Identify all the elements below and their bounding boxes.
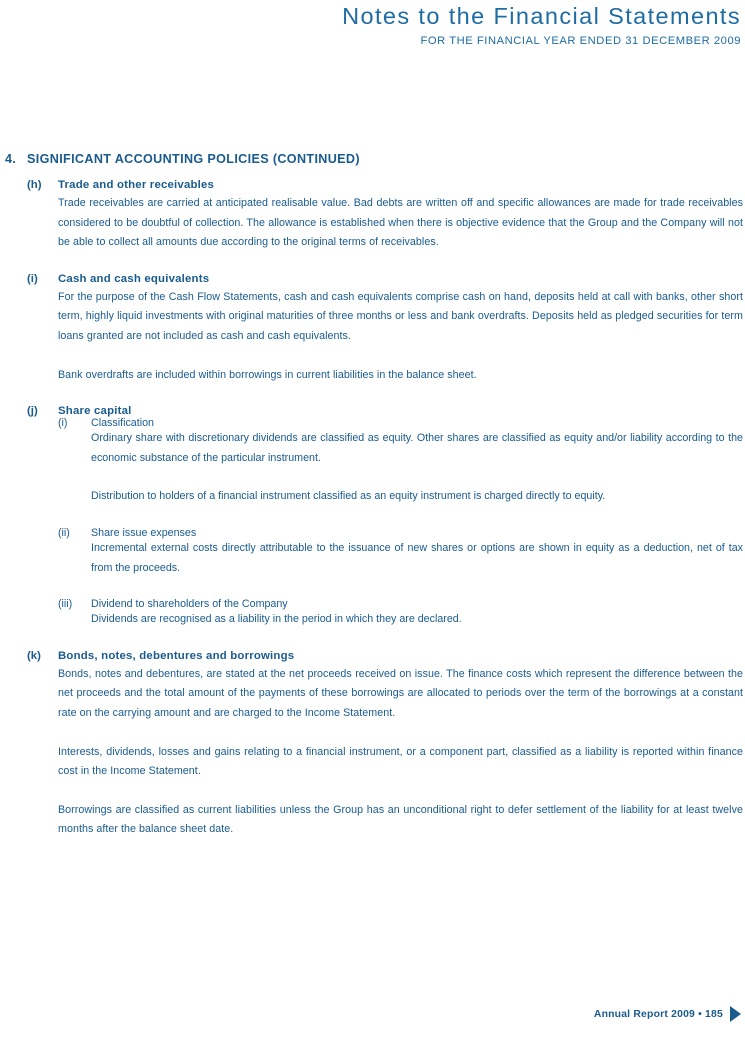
page-header [0,0,745,47]
block-i-paragraph-1: For the purpose of the Cash Flow Statements, cash and cash equivalents comprise cash on hand, deposits held at call with banks, other short term, highly liquid investments with original maturities of three months or less and bank overdrafts. Deposits held as pledged securities for term loans granted are not included as cash and cash equivalents. [58,290,743,342]
block-k-marker: (k) [27,649,41,662]
spacer [0,385,745,405]
block-h [0,179,745,253]
block-h-title: Trade and other receivables [58,179,215,191]
block-j [0,405,745,630]
block-i-marker: (i) [27,272,38,285]
block-h-paragraph-1: Trade receivables are carried at anticipated realisable value. Bad debts are written off and specific allowances are made for trade receivables considered to be doubtful of collection. The allowance is established when there is objective evidence that the Group and the Company will not be able to collect all amounts due according to the original terms of receivables. [58,197,743,249]
block-i [0,273,745,385]
block-i-heading [27,273,745,285]
block-j-title: Share capital [58,405,132,418]
block-i-paragraph-2: Bank overdrafts are included within borrowings in current liabilities in the balance sheet. [58,368,477,381]
block-j-sub3-title: Dividend to shareholders of the Company [91,598,288,611]
section-heading [0,152,745,166]
block-k-heading [27,650,745,662]
block-j-sub2-marker: (ii) [58,526,70,539]
spacer [0,347,745,366]
footer-label: Annual Report 2009 • 185 [593,1008,723,1020]
block-j-sub1-marker: (i) [58,417,68,430]
block-j-sub1-title: Classification [91,417,154,430]
section-title: SIGNIFICANT ACCOUNTING POLICIES (CONTINUED) [27,152,360,166]
spacer [0,507,745,527]
spacer [0,578,745,598]
block-j-marker: (j) [27,405,38,418]
block-j-sub1-heading [58,417,745,429]
spacer [0,468,745,487]
block-j-heading [27,405,745,417]
spacer [0,253,745,273]
block-j-sub2-paragraph-1: Incremental external costs directly attributable to the issuance of new shares or options are shown in equity as a deduction, net of tax from the proceeds. [91,541,743,574]
page-subtitle: FOR THE FINANCIAL YEAR ENDED 31 DECEMBER 2009 [420,35,741,47]
block-k [0,650,745,840]
page-content [0,152,745,840]
block-h-marker: (h) [27,179,42,191]
block-j-sub3-heading [58,598,745,610]
block-j-sub1-paragraph-2: Distribution to holders of a financial instrument classified as an equity instrument is charged directly to equity. [91,490,606,503]
block-k-paragraph-1: Bonds, notes and debentures, are stated at the net proceeds received on issue. The finance costs which represent the difference between the net proceeds and the total amount of the payments of these borrowings are allocated to periods over the term of the borrowings at a constant rate on the carrying amount and are charged to the Income Statement. [58,667,743,719]
block-j-sub2-heading [58,527,745,539]
arrow-right-icon [730,1006,741,1022]
spacer [0,724,745,743]
block-j-sub1-paragraph-1: Ordinary share with discretionary dividends are classified as equity. Other shares are classified as equity and/or liability according to the economic substance of the particular instrument. [91,432,743,464]
block-h-heading [27,179,745,191]
block-k-paragraph-3: Borrowings are classified as current liabilities unless the Group has an unconditional right to defer settlement of the liability for at least twelve months after the balance sheet date. [58,803,743,836]
section-number: 4. [5,152,17,166]
page-title: Notes to the Financial Statements [342,3,741,29]
page-footer [594,1006,741,1022]
block-j-sub3-marker: (iii) [58,598,73,611]
block-i-title: Cash and cash equivalents [58,272,210,285]
block-j-sub3-paragraph-1: Dividends are recognised as a liability in the period in which they are declared. [91,613,462,626]
block-k-paragraph-2: Interests, dividends, losses and gains relating to a financial instrument, or a component part, classified as a liability is reported within finance cost in the Income Statement. [58,745,743,778]
block-k-title: Bonds, notes, debentures and borrowings [58,649,295,662]
spacer [0,630,745,650]
block-j-sub2-title: Share issue expenses [91,526,197,539]
spacer [0,782,745,801]
